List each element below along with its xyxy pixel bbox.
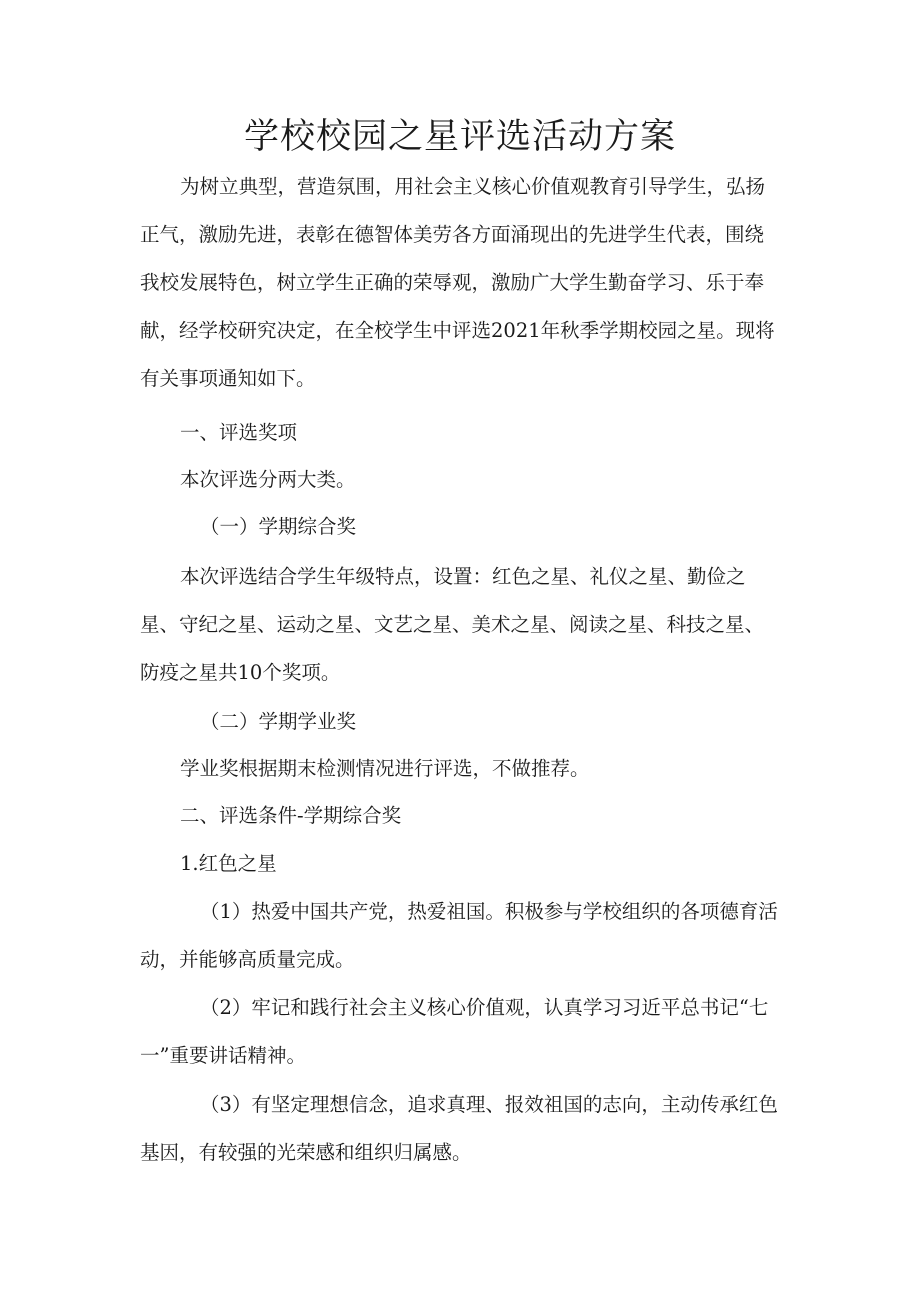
section-heading-criteria: 二、评选条件-学期综合奖: [180, 804, 402, 827]
section-heading-awards: 一、评选奖项: [180, 421, 298, 444]
criteria-item-red-star: 1.红色之星: [180, 852, 277, 875]
criteria-clause-2: （2）牢记和践行社会主义核心价值观，认真学习习近平总书记“七一”重要讲话精神。: [140, 996, 769, 1067]
awards-intro-paragraph: 本次评选分两大类。: [180, 468, 356, 491]
comprehensive-award-paragraph: 本次评选结合学生年级特点，设置：红色之星、礼仪之星、勤俭之星、守纪之星、运动之星、文艺之星、美术之星、阅读之星、科技之星、防疫之星共10个奖项。: [140, 565, 765, 684]
criteria-clause-1: （1）热爱中国共产党，热爱祖国。积极参与学校组织的各项德育活动，并能够高质量完成。: [140, 900, 778, 971]
intro-paragraph: 为树立典型，营造氛围，用社会主义核心价值观教育引导学生，弘扬正气，激励先进，表彰在德智体美劳各方面涌现出的先进学生代表，围绕我校发展特色，树立学生正确的荣辱观，激励广大学生勤奋学习、乐于奉献，经学校研究决定，在全校学生中评选2021年秋季学期校园之星。现将有关事项通知如下。: [140, 175, 775, 390]
document-title: 学校校园之星评选活动方案: [243, 117, 676, 157]
subsection-heading-comprehensive: （一）学期综合奖: [200, 515, 357, 538]
academic-award-paragraph: 学业奖根据期末检测情况进行评选，不做推荐。: [180, 757, 590, 780]
criteria-clause-3: （3）有坚定理想信念，追求真理、报效祖国的志向，主动传承红色基因，有较强的光荣感和组织归属感。: [140, 1093, 778, 1164]
subsection-heading-academic: （二）学期学业奖: [200, 710, 357, 733]
